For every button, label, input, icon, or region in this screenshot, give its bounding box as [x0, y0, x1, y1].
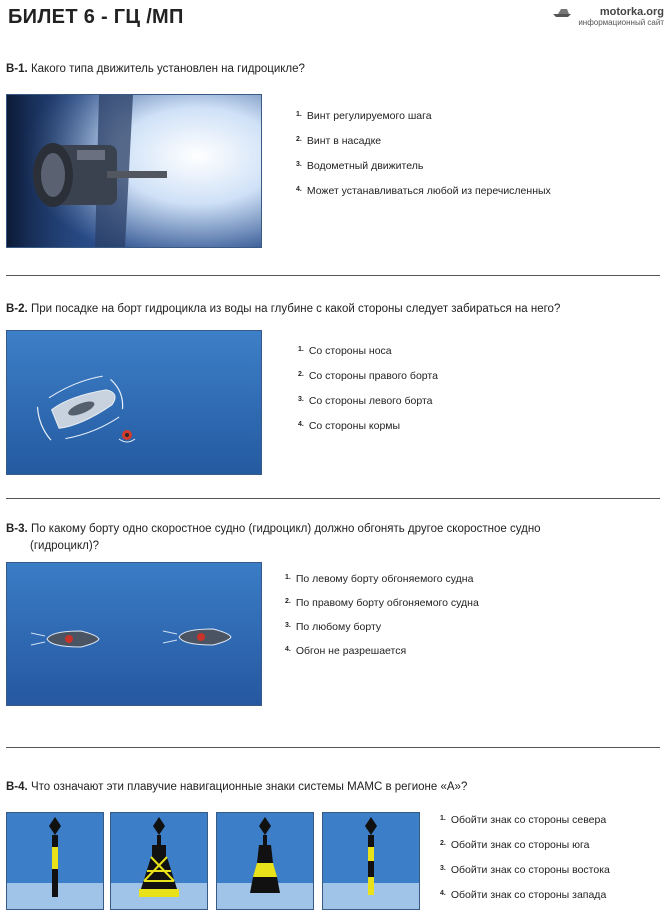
- question-4-options: [440, 814, 668, 914]
- page-title: БИЛЕТ 6 - ГЦ /МП: [8, 6, 184, 28]
- question-3-options: [285, 573, 655, 669]
- question-1-number: В-1.: [6, 63, 28, 75]
- answer-option[interactable]: 1. Обойти знак со стороны севера: [440, 814, 607, 826]
- question-2: [6, 300, 560, 318]
- question-4-text: Что означают эти плавучие навигационные знаки системы МАМС в регионе «А»?: [30, 781, 468, 793]
- question-3: [6, 520, 541, 538]
- answer-option[interactable]: 2. Обойти знак со стороны юга: [440, 839, 590, 851]
- answer-option[interactable]: 2. По правому борту обгоняемого судна: [285, 597, 479, 609]
- answer-option[interactable]: 4. Может устанавливаться любой из перечисленных: [296, 185, 551, 197]
- question-2-options: [298, 345, 658, 445]
- site-name: motorka.org: [599, 6, 664, 18]
- question-2-number: В-2.: [6, 303, 28, 315]
- answer-option[interactable]: 3. По любому борту: [285, 621, 382, 633]
- question-3-image-overtaking: [6, 562, 262, 706]
- question-3-continued: (гидроцикл)?: [30, 540, 100, 552]
- divider: [6, 275, 660, 276]
- question-1: [6, 60, 305, 78]
- boat-logo-icon: [552, 6, 574, 18]
- answer-option[interactable]: 1. Винт регулируемого шага: [296, 110, 432, 122]
- answer-option[interactable]: 1. Со стороны носа: [298, 345, 392, 357]
- answer-option[interactable]: 4. Обойти знак со стороны запада: [440, 889, 607, 901]
- answer-option[interactable]: 4. Обгон не разрешается: [285, 645, 407, 657]
- site-subtitle: информационный сайт: [578, 18, 664, 27]
- question-3-text: По какому борту одно скоростное судно (гидроцикл) должно обгонять другое скоростное судно: [30, 523, 541, 535]
- answer-option[interactable]: 3. Обойти знак со стороны востока: [440, 864, 610, 876]
- question-1-text: Какого типа движитель установлен на гидроцикле?: [30, 63, 305, 75]
- divider: [6, 747, 660, 748]
- buoy-image-4: [322, 812, 420, 910]
- answer-option[interactable]: 2. Со стороны правого борта: [298, 370, 438, 382]
- site-logo[interactable]: [552, 6, 664, 27]
- question-4: [6, 778, 467, 796]
- answer-option[interactable]: 4. Со стороны кормы: [298, 420, 401, 432]
- answer-option[interactable]: 1. По левому борту обгоняемого судна: [285, 573, 474, 585]
- question-2-text: При посадке на борт гидроцикла из воды на глубине с какой стороны следует забираться на него?: [30, 303, 561, 315]
- question-1-options: [296, 110, 656, 210]
- answer-option[interactable]: 2. Винт в насадке: [296, 135, 382, 147]
- buoy-image-2: [110, 812, 208, 910]
- buoy-image-1: [6, 812, 104, 910]
- question-1-image-jet-nozzle: [6, 94, 262, 248]
- question-2-image-jetski-boarding: [6, 330, 262, 475]
- buoy-image-3: [216, 812, 314, 910]
- question-3-number: В-3.: [6, 523, 28, 535]
- answer-option[interactable]: 3. Со стороны левого борта: [298, 395, 433, 407]
- answer-option[interactable]: 3. Водометный движитель: [296, 160, 424, 172]
- divider: [6, 498, 660, 499]
- question-4-number: В-4.: [6, 781, 28, 793]
